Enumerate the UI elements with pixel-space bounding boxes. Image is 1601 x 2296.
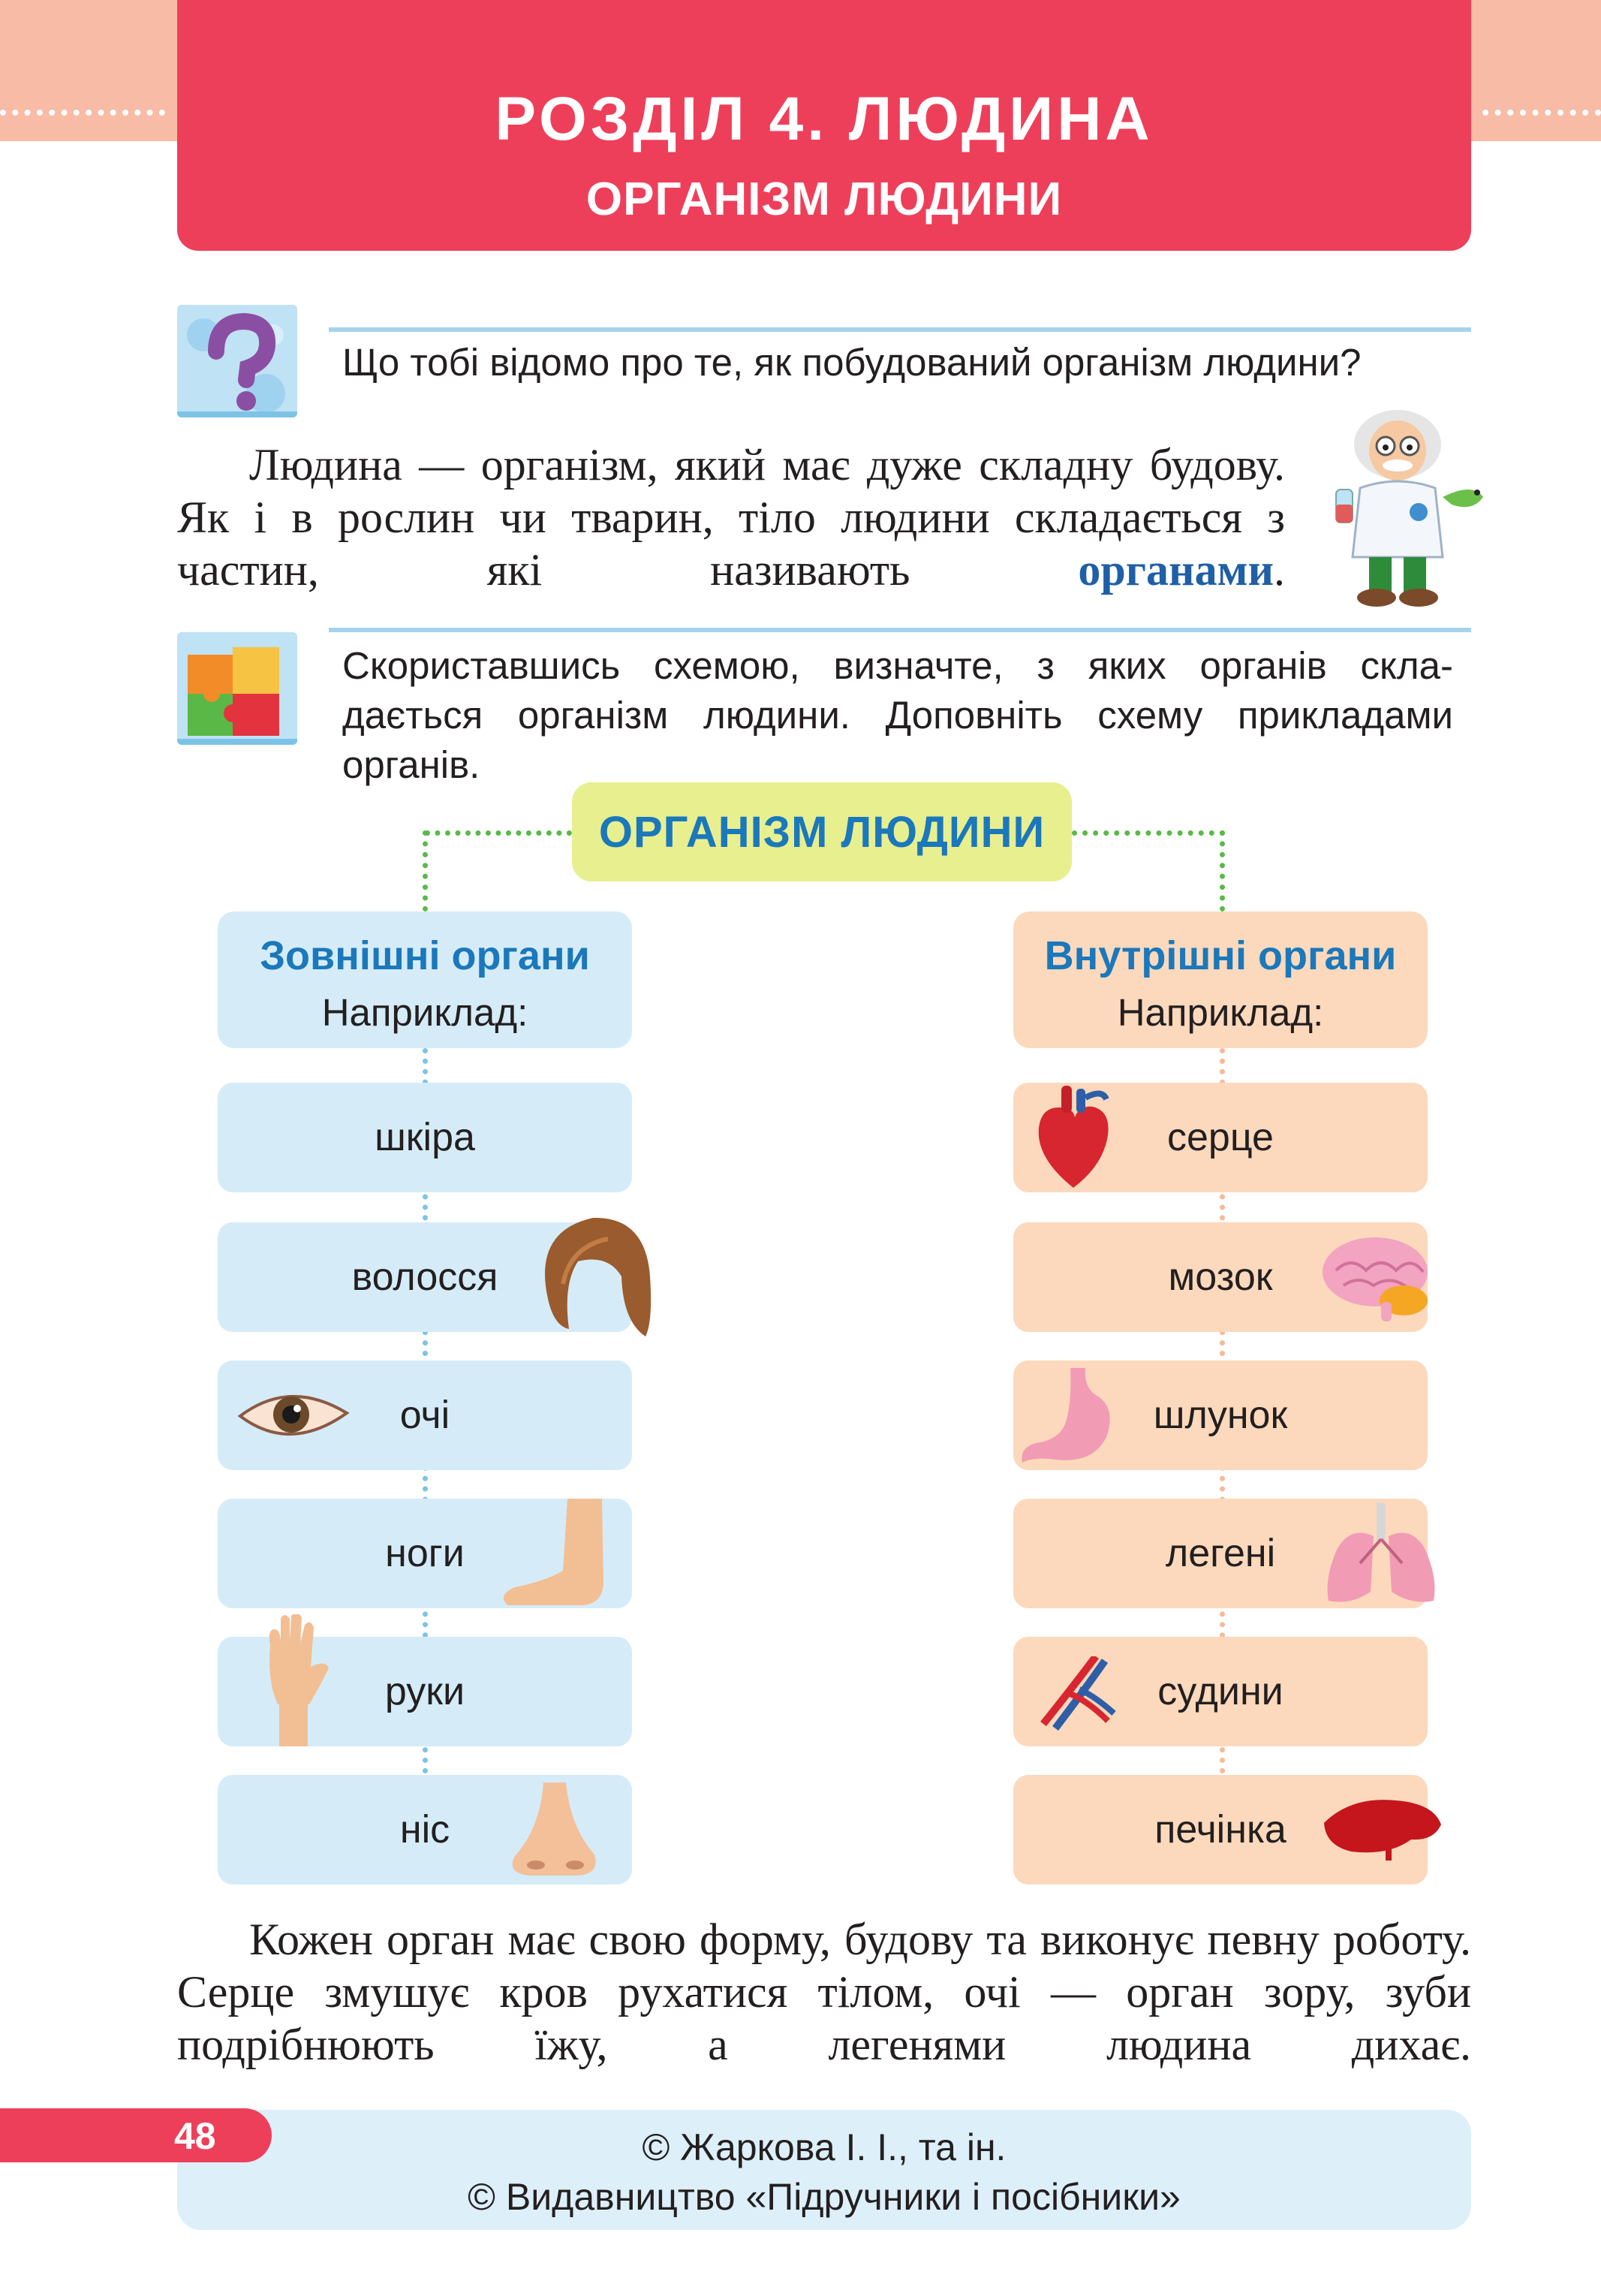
section-title: ОРГАНІЗМ ЛЮДИНИ bbox=[585, 173, 1063, 225]
organ-label: очі bbox=[399, 1394, 450, 1437]
organ-label: руки bbox=[384, 1670, 465, 1713]
organ-label: ніс bbox=[399, 1808, 450, 1852]
chapter-title: РОЗДІЛ 4. ЛЮДИНА bbox=[495, 85, 1154, 153]
copyright-author: © Жаркова І. І., та ін. bbox=[642, 2126, 1007, 2168]
page-number-tab bbox=[0, 2108, 272, 2162]
intro-paragraph bbox=[177, 438, 1285, 596]
internal-organ-lungs bbox=[1013, 1499, 1428, 1608]
organ-label: легені bbox=[1165, 1532, 1276, 1575]
lungs-icon bbox=[1321, 1503, 1441, 1608]
external-organ-legs bbox=[218, 1499, 632, 1608]
footer-copyright bbox=[177, 2110, 1471, 2230]
internal-organ-liver bbox=[1013, 1775, 1428, 1885]
liver-icon bbox=[1321, 1796, 1444, 1865]
internal-organs-header bbox=[1013, 911, 1428, 1048]
organ-label: шкіра bbox=[375, 1116, 475, 1159]
connector-right-down bbox=[1220, 830, 1225, 911]
question-mark-icon bbox=[177, 305, 297, 417]
external-organs-title: Зовнішні органи bbox=[260, 933, 590, 978]
hair-icon bbox=[533, 1209, 653, 1341]
eye-icon bbox=[237, 1383, 350, 1446]
header-side-band-left bbox=[0, 0, 180, 141]
nose-icon bbox=[506, 1782, 603, 1880]
internal-organ-vessels bbox=[1013, 1637, 1428, 1746]
internal-organ-stomach bbox=[1013, 1360, 1428, 1470]
external-organ-hands bbox=[218, 1637, 632, 1746]
hand-icon bbox=[257, 1614, 332, 1746]
intro-text: Людина — організм, який має дуже складну будову. Як і в рослин чи тварин, тіло людини складається з частин, які називають bbox=[177, 440, 1285, 595]
page-number: 48 bbox=[174, 2115, 216, 2157]
intro-text-end: . bbox=[1274, 545, 1286, 595]
connector-root-right bbox=[1072, 830, 1225, 836]
intro-keyword: органами bbox=[1078, 545, 1274, 595]
scientist-illustration bbox=[1323, 399, 1497, 611]
task-text: Скориставшись схемою, визначте, з яких органів скла- дається організм людини. Доповніть схему прикладами органів. bbox=[342, 644, 1453, 786]
external-organ-hair bbox=[218, 1222, 632, 1332]
question-rule bbox=[329, 327, 1471, 332]
internal-organs-title: Внутрішні органи bbox=[1044, 933, 1397, 978]
external-organ-nose bbox=[218, 1775, 632, 1885]
diagram-root: ОРГАНІЗМ ЛЮДИНИ bbox=[572, 782, 1072, 881]
organ-label: судини bbox=[1157, 1670, 1284, 1713]
external-organ-skin bbox=[218, 1083, 632, 1192]
external-organs-subtitle: Наприклад: bbox=[321, 991, 528, 1034]
chapter-header bbox=[177, 0, 1471, 251]
stomach-icon bbox=[1018, 1365, 1118, 1467]
copyright-publisher: © Видавництво «Підручники і посібники» bbox=[468, 2176, 1181, 2218]
brain-icon bbox=[1321, 1233, 1437, 1323]
header-dots-right bbox=[1482, 110, 1601, 116]
connector-root-left bbox=[425, 830, 572, 836]
external-organ-eyes bbox=[218, 1360, 632, 1470]
header-side-band-right bbox=[1467, 0, 1601, 141]
internal-organ-brain bbox=[1013, 1222, 1428, 1332]
organ-label: шлунок bbox=[1153, 1394, 1288, 1437]
task-rule bbox=[329, 628, 1471, 632]
external-organs-header bbox=[218, 911, 632, 1048]
internal-organs-subtitle: Наприклад: bbox=[1117, 991, 1324, 1034]
header-dots-left bbox=[0, 110, 165, 116]
organ-label: печінка bbox=[1154, 1808, 1287, 1852]
organ-label: мозок bbox=[1168, 1255, 1273, 1299]
organ-label: волосся bbox=[351, 1255, 498, 1299]
connector-left-down bbox=[423, 830, 428, 911]
foot-icon bbox=[500, 1499, 612, 1608]
internal-organ-heart bbox=[1013, 1083, 1428, 1192]
organ-label: серце bbox=[1167, 1116, 1274, 1159]
question-text: Що тобі відомо про те, як побудований організм людини? bbox=[342, 341, 1362, 384]
vessels-icon bbox=[1036, 1656, 1118, 1731]
organ-label: ноги bbox=[385, 1532, 465, 1575]
puzzle-icon bbox=[177, 632, 297, 745]
heart-icon bbox=[1036, 1083, 1111, 1192]
closing-paragraph: Кожен орган має свою форму, будову та виконує певну роботу. Серце змушує кров рухатися тілом, очі — орган зору, зуби подрібнюють їжу, а легенями людина дихає. bbox=[177, 1915, 1471, 2069]
